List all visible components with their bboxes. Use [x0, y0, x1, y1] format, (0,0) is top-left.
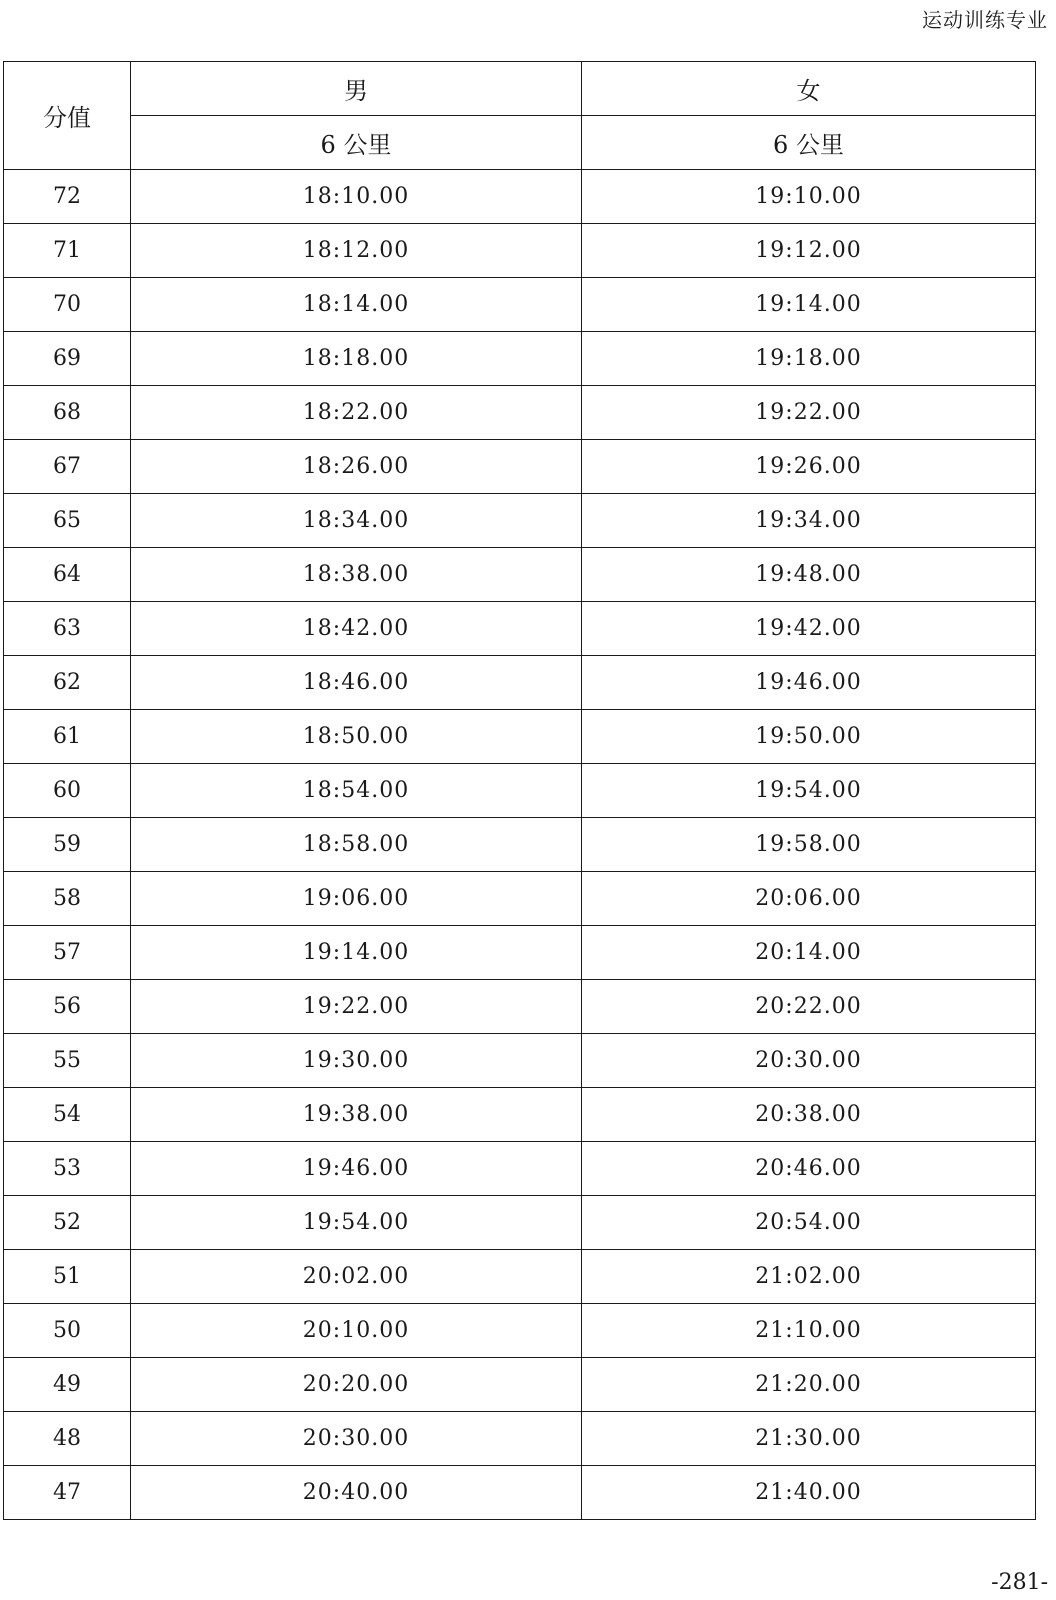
male-time-cell: 18:38.00 [131, 548, 582, 602]
score-cell: 54 [4, 1088, 131, 1142]
female-time-cell: 19:54.00 [582, 764, 1036, 818]
score-cell: 50 [4, 1304, 131, 1358]
score-cell: 70 [4, 278, 131, 332]
male-column-header: 男 [131, 62, 582, 116]
male-time-cell: 18:50.00 [131, 710, 582, 764]
score-cell: 49 [4, 1358, 131, 1412]
female-time-cell: 21:30.00 [582, 1412, 1036, 1466]
table-header [4, 62, 1036, 170]
table-row [4, 872, 1036, 926]
score-cell: 67 [4, 440, 131, 494]
table-row [4, 278, 1036, 332]
table-row [4, 1250, 1036, 1304]
female-time-cell: 20:30.00 [582, 1034, 1036, 1088]
table-row [4, 926, 1036, 980]
score-cell: 59 [4, 818, 131, 872]
male-time-cell: 20:20.00 [131, 1358, 582, 1412]
table-row [4, 1034, 1036, 1088]
female-time-cell: 19:22.00 [582, 386, 1036, 440]
header-row-event [4, 116, 1036, 170]
table-row [4, 656, 1036, 710]
table-row [4, 818, 1036, 872]
female-time-cell: 19:50.00 [582, 710, 1036, 764]
score-cell: 47 [4, 1466, 131, 1520]
male-time-cell: 20:30.00 [131, 1412, 582, 1466]
table-row [4, 1466, 1036, 1520]
female-time-cell: 19:10.00 [582, 170, 1036, 224]
table-row [4, 386, 1036, 440]
header-row-gender [4, 62, 1036, 116]
male-time-cell: 19:14.00 [131, 926, 582, 980]
female-time-cell: 20:22.00 [582, 980, 1036, 1034]
score-column-header: 分值 [4, 62, 131, 170]
score-cell: 62 [4, 656, 131, 710]
score-cell: 56 [4, 980, 131, 1034]
male-time-cell: 18:10.00 [131, 170, 582, 224]
table-row [4, 1412, 1036, 1466]
score-cell: 64 [4, 548, 131, 602]
female-time-cell: 19:18.00 [582, 332, 1036, 386]
score-cell: 58 [4, 872, 131, 926]
score-cell: 68 [4, 386, 131, 440]
male-time-cell: 18:12.00 [131, 224, 582, 278]
female-time-cell: 21:10.00 [582, 1304, 1036, 1358]
score-cell: 71 [4, 224, 131, 278]
female-time-cell: 19:14.00 [582, 278, 1036, 332]
female-column-header: 女 [582, 62, 1036, 116]
male-time-cell: 19:38.00 [131, 1088, 582, 1142]
score-cell: 48 [4, 1412, 131, 1466]
table-row [4, 1142, 1036, 1196]
score-cell: 63 [4, 602, 131, 656]
score-table [3, 61, 1036, 1520]
female-time-cell: 19:58.00 [582, 818, 1036, 872]
male-time-cell: 18:18.00 [131, 332, 582, 386]
page-number: -281- [991, 1570, 1048, 1595]
male-time-cell: 20:40.00 [131, 1466, 582, 1520]
female-time-cell: 19:46.00 [582, 656, 1036, 710]
score-cell: 65 [4, 494, 131, 548]
female-time-cell: 20:14.00 [582, 926, 1036, 980]
male-event-header: 6 公里 [131, 116, 582, 170]
table-row [4, 224, 1036, 278]
table-row [4, 332, 1036, 386]
table-row [4, 710, 1036, 764]
table-row [4, 440, 1036, 494]
male-time-cell: 18:34.00 [131, 494, 582, 548]
male-time-cell: 18:22.00 [131, 386, 582, 440]
table-row [4, 764, 1036, 818]
female-time-cell: 19:48.00 [582, 548, 1036, 602]
table-row [4, 1196, 1036, 1250]
male-time-cell: 20:02.00 [131, 1250, 582, 1304]
table-row [4, 548, 1036, 602]
score-cell: 72 [4, 170, 131, 224]
male-time-cell: 20:10.00 [131, 1304, 582, 1358]
male-time-cell: 19:54.00 [131, 1196, 582, 1250]
score-cell: 69 [4, 332, 131, 386]
male-time-cell: 19:30.00 [131, 1034, 582, 1088]
table-row [4, 1358, 1036, 1412]
male-time-cell: 18:46.00 [131, 656, 582, 710]
score-cell: 55 [4, 1034, 131, 1088]
female-time-cell: 20:46.00 [582, 1142, 1036, 1196]
table-body [4, 170, 1036, 1520]
male-time-cell: 19:06.00 [131, 872, 582, 926]
female-time-cell: 19:42.00 [582, 602, 1036, 656]
male-time-cell: 19:22.00 [131, 980, 582, 1034]
score-cell: 61 [4, 710, 131, 764]
female-time-cell: 21:20.00 [582, 1358, 1036, 1412]
table-row [4, 980, 1036, 1034]
table-row [4, 1088, 1036, 1142]
score-cell: 51 [4, 1250, 131, 1304]
running-header: 运动训练专业 [922, 8, 1048, 32]
table-row [4, 602, 1036, 656]
female-time-cell: 19:12.00 [582, 224, 1036, 278]
male-time-cell: 18:54.00 [131, 764, 582, 818]
female-time-cell: 19:26.00 [582, 440, 1036, 494]
female-time-cell: 21:02.00 [582, 1250, 1036, 1304]
table-row [4, 1304, 1036, 1358]
female-time-cell: 20:06.00 [582, 872, 1036, 926]
female-time-cell: 20:54.00 [582, 1196, 1036, 1250]
table-row [4, 494, 1036, 548]
male-time-cell: 19:46.00 [131, 1142, 582, 1196]
male-time-cell: 18:42.00 [131, 602, 582, 656]
male-time-cell: 18:14.00 [131, 278, 582, 332]
score-cell: 53 [4, 1142, 131, 1196]
male-time-cell: 18:58.00 [131, 818, 582, 872]
female-time-cell: 19:34.00 [582, 494, 1036, 548]
score-cell: 60 [4, 764, 131, 818]
female-time-cell: 21:40.00 [582, 1466, 1036, 1520]
score-cell: 52 [4, 1196, 131, 1250]
female-time-cell: 20:38.00 [582, 1088, 1036, 1142]
male-time-cell: 18:26.00 [131, 440, 582, 494]
score-cell: 57 [4, 926, 131, 980]
female-event-header: 6 公里 [582, 116, 1036, 170]
table-row [4, 170, 1036, 224]
